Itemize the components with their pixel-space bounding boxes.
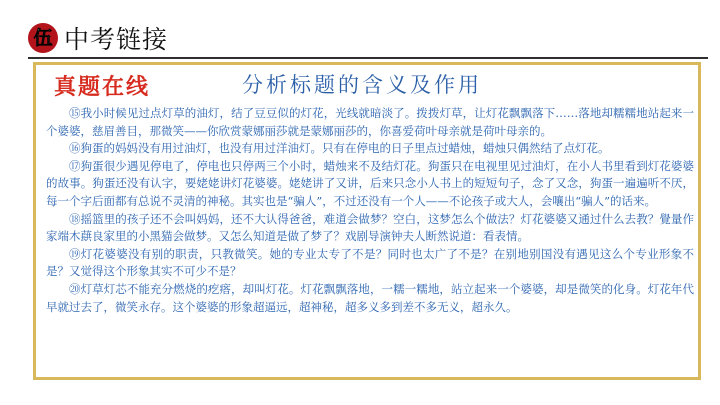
section-number: 伍 bbox=[33, 26, 53, 49]
passage-text bbox=[46, 105, 694, 316]
paragraph-18: ⑱摇篮里的孩子还不会叫妈妈，还不大认得爸爸，难道会做梦？空白，这梦怎么个做法？灯花婆婆又通过什么去教？覺量作家端木蕻良家里的小黑猫会做梦。又怎么知道是做了梦了？戏剧导演钟夫人断然说道：看表情。 bbox=[46, 211, 694, 244]
exam-panel bbox=[33, 62, 701, 380]
header-divider bbox=[28, 57, 708, 59]
section-title: 中考链接 bbox=[64, 25, 169, 54]
paragraph-19: ⑲灯花婆婆没有别的职责，只教微笑。她的专业太专了不是？同时也太广了不是？在别地别国没有遇见这么个专业形象不是？又觉得这个形象其实不可少不是？ bbox=[46, 246, 694, 279]
paragraph-20: ⑳灯草灯芯不能充分燃烧的疙瘩，却叫灯花。灯花飘飘落地，一糯一糯地，站立起来一个婆婆，却是微笑的化身。灯花年代早就过去了，微笑永存。这个婆婆的形象超逼远，超神秘，超多义多到差不多无义，超永久。 bbox=[46, 281, 694, 314]
panel-tag: 真题在线 bbox=[54, 74, 151, 100]
paragraph-16: ⑯狗蛋的妈妈没有用过油灯，也没有用过洋油灯。只有在停电的日子里点过蜡烛，蜡烛只偶然结了点灯花。 bbox=[69, 141, 610, 156]
section-header bbox=[28, 20, 168, 56]
panel-heading bbox=[36, 65, 698, 103]
section-number-badge bbox=[28, 23, 58, 53]
paragraph-17: ⑰狗蛋很少遇见停电了，停电也只停两三个小时，蜡烛来不及结灯花。狗蛋只在电视里见过油灯，在小人书里看到灯花婆婆的故事。狗蛋还没有认字，要姥姥讲灯花婆婆。姥姥讲了又讲，后来只念小人书上的短短句子，念了又念，狗蛋一遍遍听不厌，每一个字后面都有总说不灵清的神秘。其实也是“骗人”，不过还没有一个人——不论孩子或大人，会嚷出“骗人”的话来。 bbox=[46, 158, 694, 208]
paragraph-15: ⑮我小时候见过点灯草的油灯，结了豆豆似的灯花，光线就暗淡了。拨拨灯草，让灯花飘飘落下……落地却糯糯地站起来一个婆婆，慈眉善目，那微笑——你欣赏蒙娜丽莎就是蒙娜丽莎的，你喜爱荷叶母亲就是荷叶母亲的。 bbox=[46, 106, 694, 138]
panel-title: 分析标题的含义及作用 bbox=[242, 73, 482, 97]
